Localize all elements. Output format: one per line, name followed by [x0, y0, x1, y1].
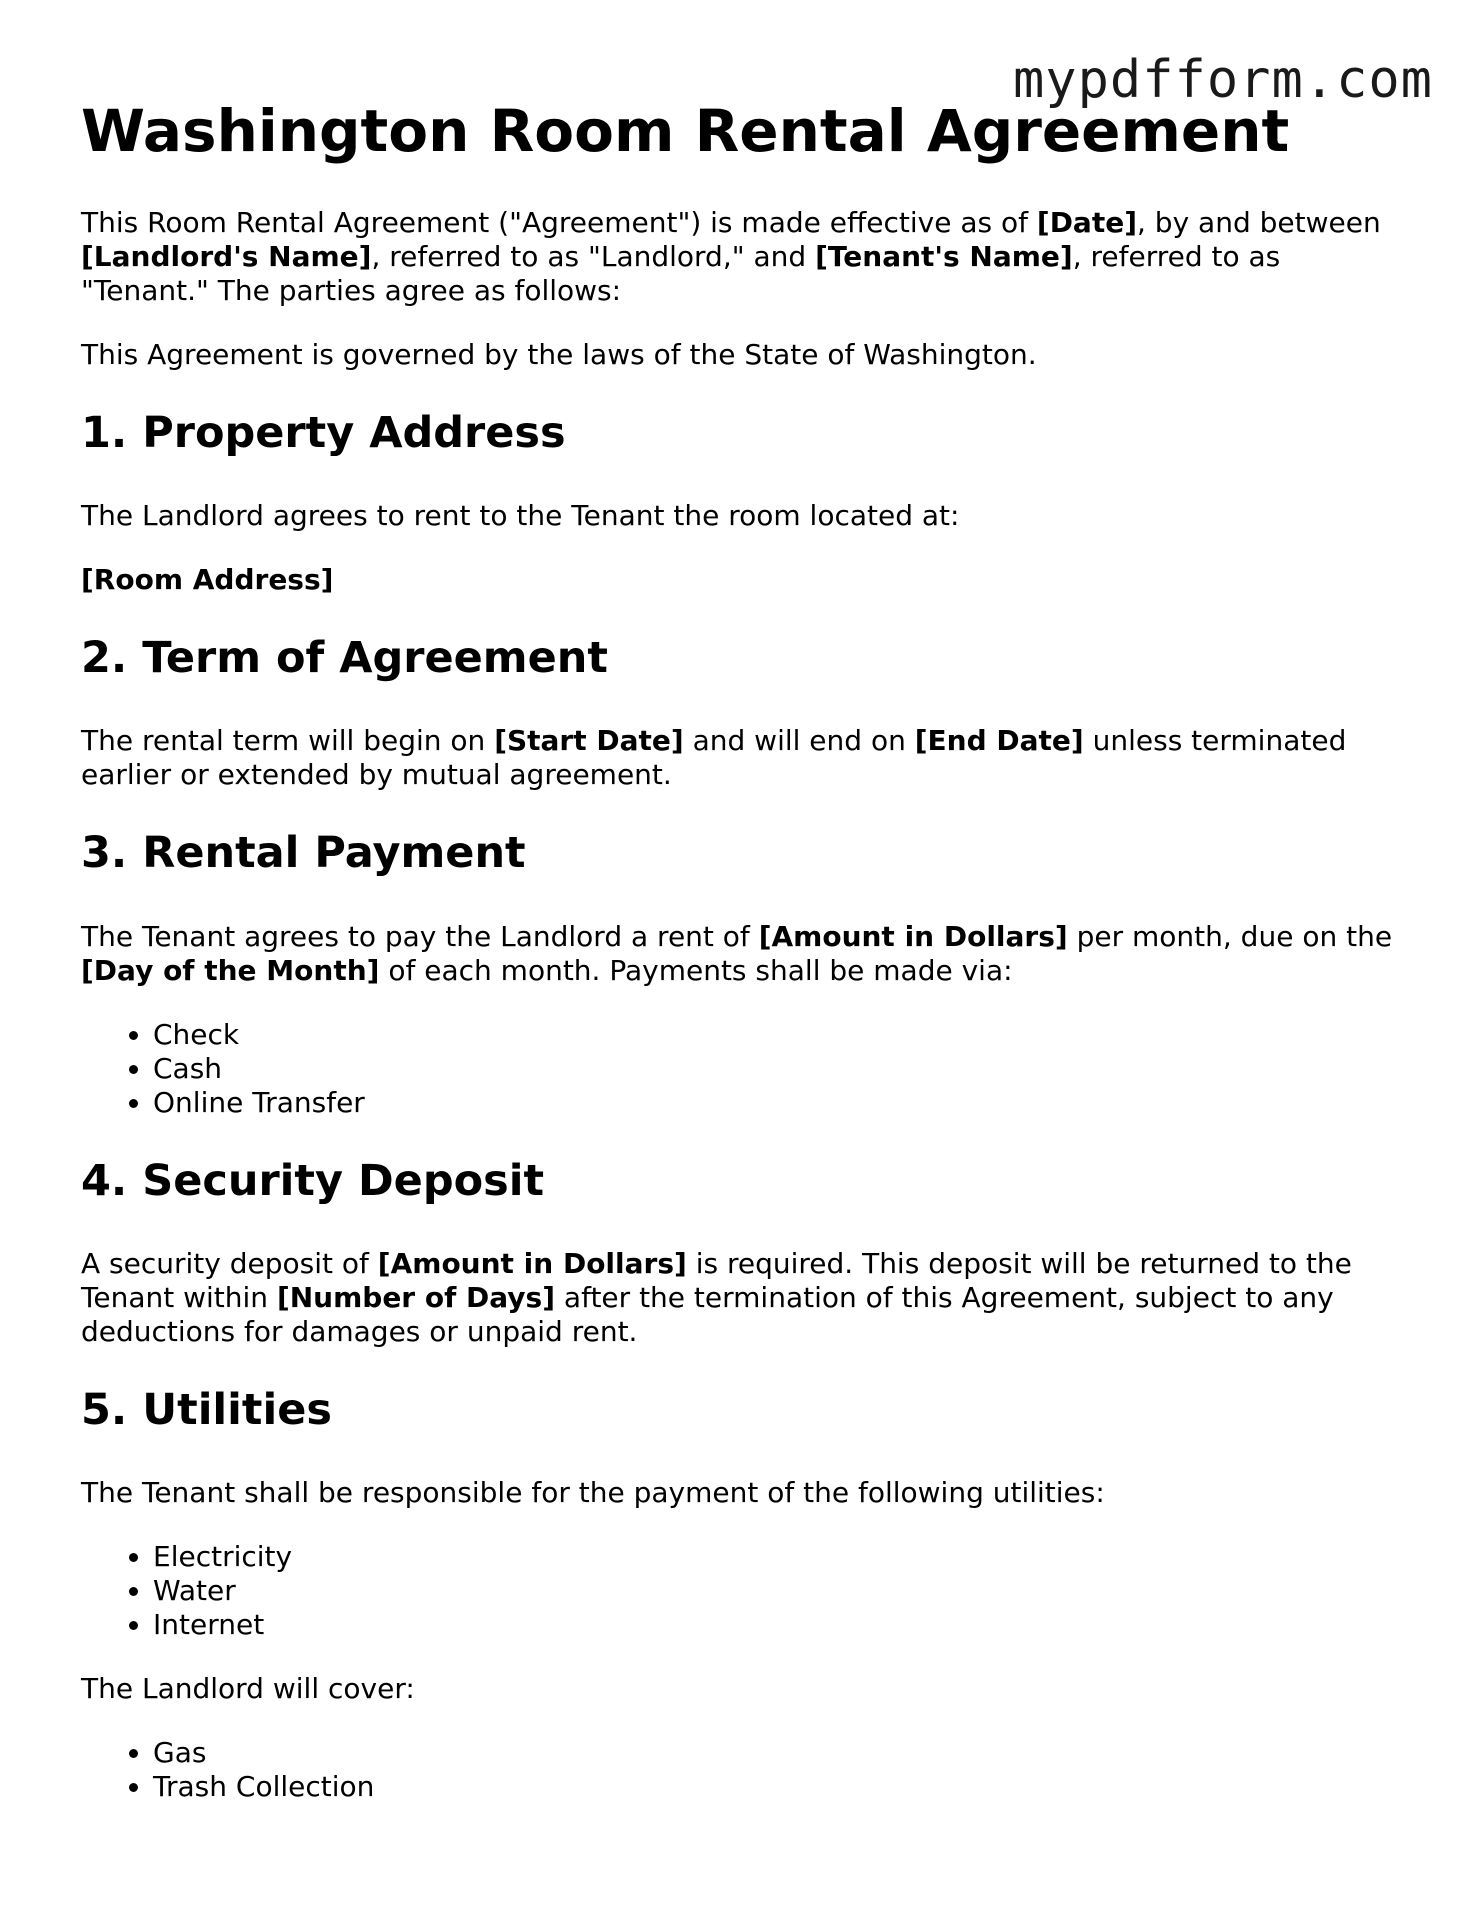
- rent-text-3: of each month. Payments shall be made via:: [379, 953, 1013, 987]
- tenant-utilities-paragraph: The Tenant shall be responsible for the payment of the following utilities:: [81, 1476, 1105, 1510]
- list-item: • Internet: [153, 1608, 1401, 1642]
- end-date-placeholder: [End Date]: [914, 724, 1084, 758]
- rent-text-2: per month, due on the: [1067, 919, 1393, 953]
- list-item: • Online Transfer: [153, 1086, 1401, 1120]
- section-heading-rent: 3. Rental Payment: [81, 828, 526, 879]
- deposit-text-2: is required. This deposit will be returned to the Tenant within: [81, 1246, 1352, 1314]
- landlord-utilities-paragraph: The Landlord will cover:: [81, 1672, 415, 1706]
- list-item: • Water: [153, 1574, 1401, 1608]
- list-item: • Check: [153, 1018, 1401, 1052]
- deposit-days-placeholder: [Number of Days]: [276, 1280, 556, 1314]
- deposit-paragraph: [81, 1247, 1401, 1349]
- start-date-placeholder: [Start Date]: [494, 724, 684, 758]
- document-page: [81, 97, 1401, 1834]
- rent-text-1: The Tenant agrees to pay the Landlord a rent of: [81, 919, 759, 953]
- intro-text-3: , referred to as "Landlord," and: [371, 239, 816, 273]
- intro-text-2: , by and between: [1137, 205, 1381, 239]
- tenant-name-placeholder: [Tenant's Name]: [815, 239, 1073, 273]
- deposit-text-1: A security deposit of: [81, 1246, 378, 1280]
- deposit-text-3: after the termination of this Agreement, subject to any deductions for damages or unpaid rent.: [81, 1280, 1334, 1348]
- rent-paragraph: [81, 920, 1401, 988]
- list-item: • Electricity: [153, 1540, 1401, 1574]
- governing-law-paragraph: This Agreement is governed by the laws of the State of Washington.: [81, 337, 1037, 371]
- room-address-paragraph: [81, 563, 1401, 597]
- document-title: Washington Room Rental Agreement: [81, 97, 1290, 165]
- list-item: • Trash Collection: [153, 1770, 1401, 1804]
- term-text-2: and will end on: [683, 724, 915, 758]
- intro-paragraph: [81, 206, 1401, 308]
- section-heading-deposit: 4. Security Deposit: [81, 1155, 545, 1206]
- date-placeholder: [Date]: [1036, 205, 1137, 239]
- intro-text-4: , referred to as "Tenant." The parties agree as follows:: [81, 239, 1281, 307]
- section-heading-property: 1. Property Address: [81, 407, 566, 458]
- deposit-amount-placeholder: [Amount in Dollars]: [377, 1246, 687, 1280]
- rent-day-placeholder: [Day of the Month]: [81, 953, 380, 987]
- list-item: • Cash: [153, 1052, 1401, 1086]
- property-paragraph: The Landlord agrees to rent to the Tenant the room located at:: [81, 499, 960, 533]
- rent-amount-placeholder: [Amount in Dollars]: [758, 919, 1068, 953]
- intro-text-1: This Room Rental Agreement ("Agreement") is made effective as of: [81, 205, 1037, 239]
- tenant-utilities-list: [81, 1540, 1401, 1642]
- landlord-name-placeholder: [Landlord's Name]: [81, 239, 372, 273]
- room-address-placeholder: [Room Address]: [81, 563, 334, 597]
- landlord-utilities-list: [81, 1736, 1401, 1804]
- watermark: mypdfform.com: [1013, 50, 1433, 110]
- payment-methods-list: [81, 1018, 1401, 1120]
- list-item: • Gas: [153, 1736, 1401, 1770]
- term-text-1: The rental term will begin on: [81, 724, 495, 758]
- section-heading-term: 2. Term of Agreement: [81, 633, 608, 684]
- section-heading-utilities: 5. Utilities: [81, 1384, 332, 1435]
- term-text-3: unless terminated earlier or extended by mutual agreement.: [81, 724, 1347, 792]
- term-paragraph: [81, 724, 1401, 792]
